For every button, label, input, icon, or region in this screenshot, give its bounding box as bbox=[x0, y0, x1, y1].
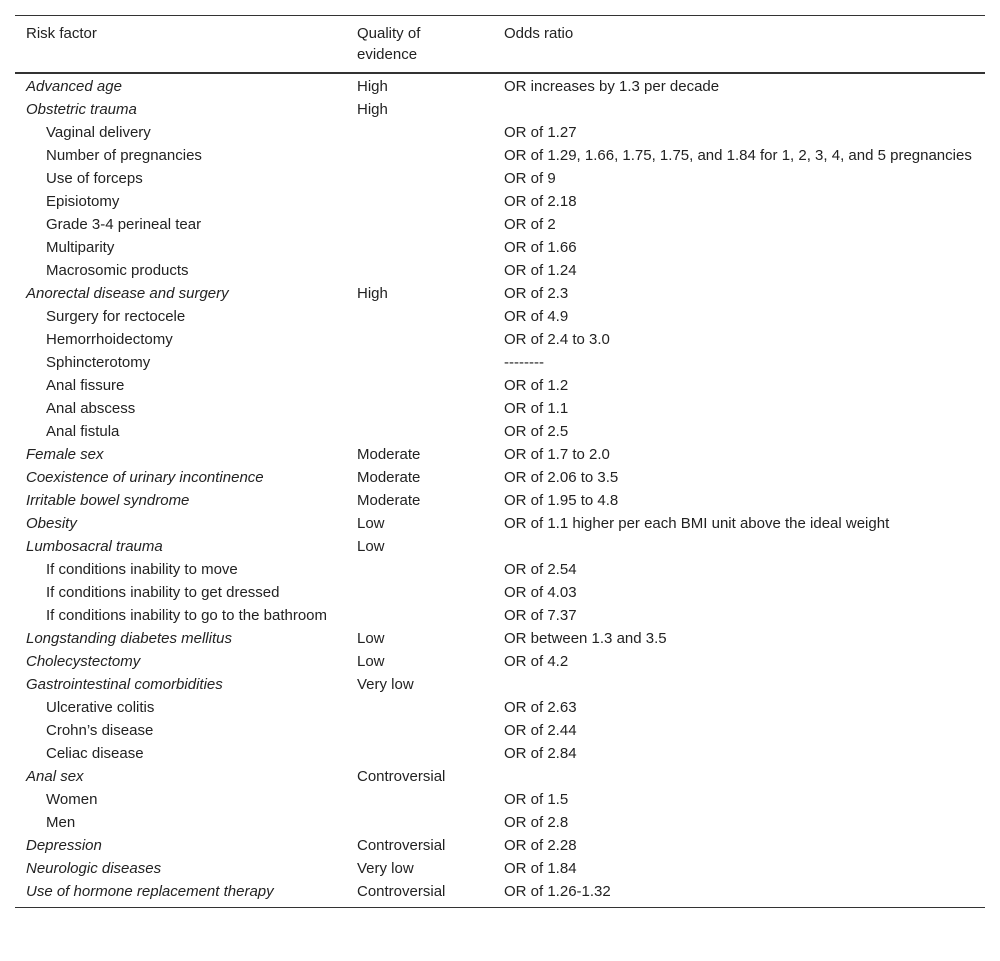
odds-ratio-cell: OR of 4.03 bbox=[504, 584, 577, 601]
risk-subfactor-cell: Number of pregnancies bbox=[46, 147, 202, 164]
header-risk-factor: Risk factor bbox=[26, 25, 97, 42]
table-row bbox=[15, 719, 985, 742]
odds-ratio-cell: OR of 2.5 bbox=[504, 423, 569, 440]
quality-of-evidence-cell: High bbox=[357, 285, 388, 302]
risk-factor-cell: Anal sex bbox=[26, 768, 84, 785]
risk-subfactor-cell: Surgery for rectocele bbox=[46, 308, 186, 325]
risk-subfactor-cell: Vaginal delivery bbox=[46, 124, 151, 141]
risk-factor-cell: Irritable bowel syndrome bbox=[26, 492, 190, 509]
table-row bbox=[15, 788, 985, 811]
odds-ratio-cell: OR of 2.54 bbox=[504, 561, 577, 578]
risk-subfactor-cell: If conditions inability to go to the bathroom bbox=[46, 607, 328, 624]
odds-ratio-cell: OR of 2.84 bbox=[504, 745, 577, 762]
risk-factor-cell: Cholecystectomy bbox=[26, 653, 141, 670]
quality-of-evidence-cell bbox=[346, 259, 493, 282]
quality-of-evidence-cell bbox=[346, 397, 493, 420]
odds-ratio-cell: OR between 1.3 and 3.5 bbox=[504, 630, 667, 647]
risk-subfactor-cell: If conditions inability to get dressed bbox=[46, 584, 280, 601]
quality-of-evidence-cell bbox=[346, 788, 493, 811]
table-row bbox=[15, 696, 985, 719]
quality-of-evidence-cell bbox=[346, 420, 493, 443]
odds-ratio-cell: OR of 1.2 bbox=[504, 377, 569, 394]
risk-subfactor-cell: Macrosomic products bbox=[46, 262, 189, 279]
table-row bbox=[15, 512, 985, 535]
table-row bbox=[15, 236, 985, 259]
quality-of-evidence-cell: Controversial bbox=[357, 768, 446, 785]
risk-subfactor-cell: Sphincterotomy bbox=[46, 354, 151, 371]
quality-of-evidence-cell: Low bbox=[357, 653, 385, 670]
table-row bbox=[15, 98, 985, 121]
risk-factor-cell: Gastrointestinal comorbidities bbox=[26, 676, 223, 693]
table-row bbox=[15, 627, 985, 650]
risk-factor-cell: Lumbosacral trauma bbox=[26, 538, 163, 555]
table-row bbox=[15, 190, 985, 213]
table-row bbox=[15, 213, 985, 236]
quality-of-evidence-cell: High bbox=[357, 78, 388, 95]
quality-of-evidence-cell: Low bbox=[357, 630, 385, 647]
table-row bbox=[15, 742, 985, 765]
table-row bbox=[15, 282, 985, 305]
table-row bbox=[15, 420, 985, 443]
odds-ratio-cell: OR of 1.27 bbox=[504, 124, 577, 141]
header-odds-ratio: Odds ratio bbox=[504, 25, 574, 42]
risk-factor-cell: Obstetric trauma bbox=[26, 101, 137, 118]
risk-subfactor-cell: Women bbox=[46, 791, 98, 808]
quality-of-evidence-cell bbox=[346, 144, 493, 167]
table-row bbox=[15, 121, 985, 144]
risk-factor-cell: Neurologic diseases bbox=[26, 860, 162, 877]
quality-of-evidence-cell: Moderate bbox=[357, 492, 421, 509]
risk-subfactor-cell: Men bbox=[46, 814, 76, 831]
odds-ratio-cell: OR increases by 1.3 per decade bbox=[504, 78, 720, 95]
risk-subfactor-cell: Episiotomy bbox=[46, 193, 120, 210]
odds-ratio-cell: OR of 2.3 bbox=[504, 285, 569, 302]
header-row bbox=[15, 16, 985, 74]
quality-of-evidence-cell bbox=[346, 305, 493, 328]
odds-ratio-cell: OR of 1.5 bbox=[504, 791, 569, 808]
odds-ratio-cell: OR of 2.06 to 3.5 bbox=[504, 469, 619, 486]
odds-ratio-cell: -------- bbox=[504, 354, 544, 371]
risk-subfactor-cell: Anal fistula bbox=[46, 423, 120, 440]
odds-ratio-cell: OR of 1.7 to 2.0 bbox=[504, 446, 610, 463]
quality-of-evidence-cell bbox=[346, 581, 493, 604]
odds-ratio-cell: OR of 1.26-1.32 bbox=[504, 883, 611, 900]
odds-ratio-cell: OR of 4.2 bbox=[504, 653, 569, 670]
quality-of-evidence-cell bbox=[346, 328, 493, 351]
table-row bbox=[15, 834, 985, 857]
table-row bbox=[15, 144, 985, 167]
risk-subfactor-cell: Multiparity bbox=[46, 239, 115, 256]
table-row bbox=[15, 167, 985, 190]
quality-of-evidence-cell bbox=[346, 190, 493, 213]
table-row bbox=[15, 811, 985, 834]
odds-ratio-cell: OR of 2.63 bbox=[504, 699, 577, 716]
risk-factor-cell: Longstanding diabetes mellitus bbox=[26, 630, 232, 647]
risk-subfactor-cell: Use of forceps bbox=[46, 170, 143, 187]
quality-of-evidence-cell: Moderate bbox=[357, 469, 421, 486]
odds-ratio-cell: OR of 1.84 bbox=[504, 860, 577, 877]
table-row bbox=[15, 351, 985, 374]
risk-subfactor-cell: Crohn’s disease bbox=[46, 722, 154, 739]
quality-of-evidence-cell bbox=[346, 213, 493, 236]
quality-of-evidence-cell bbox=[346, 742, 493, 765]
odds-ratio-cell bbox=[493, 98, 985, 121]
odds-ratio-cell: OR of 7.37 bbox=[504, 607, 577, 624]
table-row bbox=[15, 650, 985, 673]
table-row bbox=[15, 305, 985, 328]
odds-ratio-cell: OR of 2.8 bbox=[504, 814, 569, 831]
odds-ratio-cell bbox=[493, 673, 985, 696]
quality-of-evidence-cell bbox=[346, 374, 493, 397]
odds-ratio-cell bbox=[493, 765, 985, 788]
quality-of-evidence-cell: Very low bbox=[357, 676, 414, 693]
table-row bbox=[15, 535, 985, 558]
risk-factor-cell: Advanced age bbox=[26, 78, 122, 95]
table-row bbox=[15, 397, 985, 420]
quality-of-evidence-cell: Controversial bbox=[357, 883, 446, 900]
odds-ratio-cell: OR of 1.24 bbox=[504, 262, 577, 279]
risk-subfactor-cell: Ulcerative colitis bbox=[46, 699, 155, 716]
risk-factor-table-container bbox=[15, 15, 985, 908]
odds-ratio-cell: OR of 2.44 bbox=[504, 722, 577, 739]
table-row bbox=[15, 765, 985, 788]
risk-subfactor-cell: Hemorrhoidectomy bbox=[46, 331, 173, 348]
risk-subfactor-cell: Anal fissure bbox=[46, 377, 125, 394]
table-row bbox=[15, 259, 985, 282]
table-row bbox=[15, 558, 985, 581]
table-row bbox=[15, 581, 985, 604]
table-row bbox=[15, 328, 985, 351]
risk-factor-cell: Obesity bbox=[26, 515, 77, 532]
risk-factor-cell: Female sex bbox=[26, 446, 104, 463]
quality-of-evidence-cell bbox=[346, 811, 493, 834]
odds-ratio-cell: OR of 2 bbox=[504, 216, 556, 233]
odds-ratio-cell: OR of 2.4 to 3.0 bbox=[504, 331, 610, 348]
quality-of-evidence-cell: Controversial bbox=[357, 837, 446, 854]
header-quality-of-evidence: Quality of evidence bbox=[357, 25, 421, 63]
odds-ratio-cell: OR of 9 bbox=[504, 170, 556, 187]
table-header bbox=[15, 16, 985, 74]
quality-of-evidence-cell bbox=[346, 719, 493, 742]
risk-subfactor-cell: Grade 3-4 perineal tear bbox=[46, 216, 202, 233]
quality-of-evidence-cell bbox=[346, 604, 493, 627]
quality-of-evidence-cell bbox=[346, 558, 493, 581]
risk-factor-cell: Use of hormone replacement therapy bbox=[26, 883, 274, 900]
quality-of-evidence-cell: Low bbox=[357, 515, 385, 532]
table-row bbox=[15, 374, 985, 397]
risk-subfactor-cell: Anal abscess bbox=[46, 400, 136, 417]
risk-factor-cell: Depression bbox=[26, 837, 102, 854]
odds-ratio-cell: OR of 1.66 bbox=[504, 239, 577, 256]
table-row bbox=[15, 443, 985, 466]
odds-ratio-cell: OR of 2.28 bbox=[504, 837, 577, 854]
risk-subfactor-cell: Celiac disease bbox=[46, 745, 144, 762]
odds-ratio-cell: OR of 1.95 to 4.8 bbox=[504, 492, 619, 509]
quality-of-evidence-cell bbox=[346, 351, 493, 374]
quality-of-evidence-cell bbox=[346, 236, 493, 259]
risk-factor-cell: Anorectal disease and surgery bbox=[26, 285, 229, 302]
quality-of-evidence-cell: High bbox=[357, 101, 388, 118]
quality-of-evidence-cell: Low bbox=[357, 538, 385, 555]
risk-factor-cell: Coexistence of urinary incontinence bbox=[26, 469, 264, 486]
odds-ratio-cell: OR of 1.1 higher per each BMI unit above the ideal weight bbox=[504, 515, 890, 532]
quality-of-evidence-cell bbox=[346, 121, 493, 144]
odds-ratio-cell: OR of 2.18 bbox=[504, 193, 577, 210]
table-row bbox=[15, 673, 985, 696]
odds-ratio-cell bbox=[493, 535, 985, 558]
risk-subfactor-cell: If conditions inability to move bbox=[46, 561, 238, 578]
quality-of-evidence-cell: Moderate bbox=[357, 446, 421, 463]
table-row bbox=[15, 604, 985, 627]
quality-of-evidence-cell: Very low bbox=[357, 860, 414, 877]
quality-of-evidence-cell bbox=[346, 696, 493, 719]
odds-ratio-cell: OR of 1.1 bbox=[504, 400, 569, 417]
odds-ratio-cell: OR of 4.9 bbox=[504, 308, 569, 325]
table-row bbox=[15, 466, 985, 489]
table-row bbox=[15, 73, 985, 98]
quality-of-evidence-cell bbox=[346, 167, 493, 190]
risk-factor-table bbox=[15, 15, 985, 908]
odds-ratio-cell: OR of 1.29, 1.66, 1.75, 1.75, and 1.84 for 1, 2, 3, 4, and 5 pregnancies bbox=[504, 147, 972, 164]
table-row bbox=[15, 489, 985, 512]
table-row bbox=[15, 857, 985, 880]
table-row bbox=[15, 880, 985, 908]
table-body bbox=[15, 73, 985, 908]
